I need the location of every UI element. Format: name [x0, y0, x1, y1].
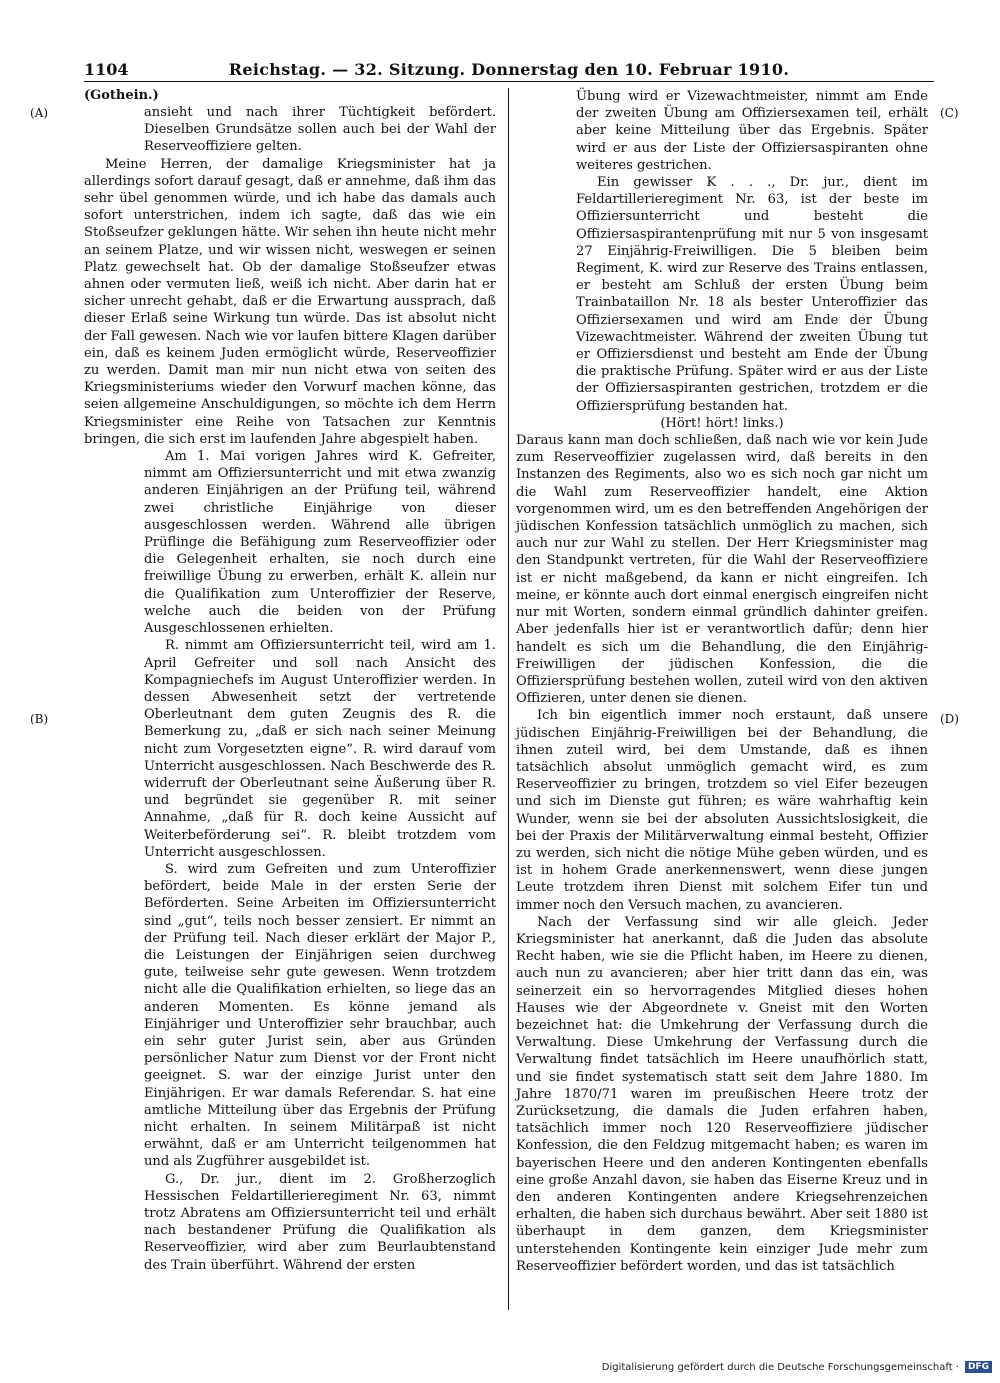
paragraph: R. nimmt am Offiziersunterricht teil, wird am 1. April Gefreiter und soll nach Ansicht des Kompagniechefs im August Unteroffizier werden. In dessen Abwesenheit setzt der vertretende Oberleutnant dem guten Zeugnis des R. die Bemerkung zu, „daß er sich nach seiner Meinung nicht zum Vorgesetzten eigne“. R. wird darauf vom Unterricht ausgeschlossen. Nach Beschwerde des R. widerruft der Oberleutnant seine Äußerung über R. und begründet sie gegenüber R. mit seiner Annahme, „daß für R. doch keine Aussicht auf Weiterbeförderung sei“. R. bleibt trotzdem vom Unterricht ausgeschlossen. [144, 638, 496, 860]
margin-mark-c: (C) [940, 106, 959, 120]
paragraph: Übung wird er Vizewachtmeister, nimmt am Ende der zweiten Übung am Offiziersexamen teil, erhält aber keine Mitteilung über das Ergebnis. Später wird er aus der Liste der Offiziersaspiranten ohne weiteres gestrichen. [576, 89, 928, 173]
header-rule [84, 81, 934, 82]
paragraph: Nach der Verfassung sind wir alle gleich. Jeder Kriegsminister hat anerkannt, daß die Juden das absolute Recht haben, wie sie die Pflicht haben, im Heere zu dienen, auch nun zu avancieren; aber hier tritt dann das ein, was seinerzeit ein so hervorragendes Mitglied dieses hohen Hauses wie der Abgeordnete v. Gneist mit den Worten bezeichnet hat: die Umkehrung der Verfassung durch die Verwaltung. Diese Umkehrung der Verfassung durch die Verwaltung findet tatsächlich im Heere unaufhörlich statt, und sie findet systematisch statt seit dem Jahre 1880. Im Jahre 1870/71 waren im preußischen Heere trotz der Zurücksetzung, die damals die Juden erfahren haben, tatsächlich immer noch 120 Reserveoffiziere jüdischer Konfession, die den Feldzug mitgemacht haben; es waren im bayerischen Heere und den anderen Kontingenten ebenfalls eine große Anzahl davon, sie haben das Eiserne Kreuz und in den anderen Kontingenten andere Kriegsehrenzeichen erhalten, die haben sich durchaus bewährt. Aber seit 1880 ist überhaupt in dem ganzen, dem Kriegsminister unterstehenden Kontingente kein einziger Jude mehr zum Reserveoffizier befördert worden, und das ist tatsächlich [516, 914, 928, 1274]
paragraph: Am 1. Mai vorigen Jahres wird K. Gefreiter, nimmt am Offiziersunterricht und mit etwa zwanzig anderen Einjährigen an der Prüfung teil, während zwei christliche Einjährige von dieser ausgeschlossen werden. Während alle übrigen Prüflinge die Befähigung zum Reserveoffizier oder die Gelegenheit erhalten, sie noch durch eine freiwillige Übung zu erwerben, erhält K. allein nur die Qualifikation zum Unteroffizier der Reserve, welche auch die beiden von der Prüfung Ausgeschlossenen erhielten. [144, 449, 496, 637]
paragraph: S. wird zum Gefreiten und zum Unteroffizier befördert, beide Male in der ersten Serie der Beförderten. Seine Arbeiten im Offiziersunterricht sind „gut“, teils noch besser zensiert. Er nimmt an der Prüfung teil. Nach dieser erklärt der Major P., die Leistungen der Einjährigen seien durchweg gute, teilweise sehr gute gewesen. Wenn trotzdem nicht alle die Qualifikation erhielten, so liege das an anderen Momenten. Es könne jemand als Einjähriger und Unteroffizier sehr brauchbar, auch ein sehr guter Jurist sein, aber aus Gründen persönlicher Natur zum Dienst vor der Front nicht geeignet. S. war der einzige Jurist unter den Einjährigen. Er war damals Referendar. S. hat eine amtliche Mitteilung über das Ergebnis der Prüfung nicht erhalten. In seinem Militärpaß ist nicht erwähnt, daß er am Unterricht teilgenommen hat und als Zugführer ausgebildet ist. [144, 861, 496, 1170]
margin-mark-d: (D) [940, 712, 959, 726]
paragraph: Daraus kann man doch schließen, daß nach wie vor kein Jude zum Reserveoffizier zugelassen wird, daß bereits in den Instanzen des Regiments, also wo es sich noch gar nicht um die Wahl zum Reserveoffizier handelt, eine Aktion vorgenommen wird, um es den betreffenden Angehörigen der jüdischen Konfession tatsächlich unmöglich zu machen, sich auch nur zur Wahl zu stellen. Der Herr Kriegsminister mag den Standpunkt vertreten, für die Wahl der Reserveoffiziere ist er nicht maßgebend, da kann er nicht eingreifen. Ich meine, er könnte auch dort einmal energisch eingreifen nicht nur mit Worten, sondern einmal gründlich dahinter greifen. Aber jedenfalls hier ist er verantwortlich dafür; denn hier handelt es sich um die Behandlung, die den Einjährig-Freiwilligen der jüdischen Konfession, die die Offiziersprüfung bestehen wollen, zuteil wird von den aktiven Offizieren, unter denen sie dienen. [516, 433, 928, 707]
paragraph: ansieht und nach ihrer Tüchtigkeit befördert. Dieselben Grundsätze sollen auch bei der Wahl der Reserveoffiziere gelten. [144, 105, 496, 155]
paragraph: Ein gewisser K . . ., Dr. jur., dient im Feldartillerieregiment Nr. 63, ist der beste im Offiziersunterricht und besteht die Offiziersaspirantenprüfung mit nur 5 von insgesamt 27 Einjährig-Freiwilligen. Die 5 bleiben beim Regiment, K. wird zur Reserve des Trains entlassen, er besteht am Schluß der ersten Übung beim Trainbataillon Nr. 18 als bester Unteroffizier das Offiziersexamen und wird am Ende der Übung Vizewachtmeister. Während der zweiten Übung tut er Offiziersdienst und besteht am Ende der Übung die praktische Prüfung. Später wird er aus der Liste der Offiziersaspiranten gestrichen, trotzdem er die Offiziersprüfung bestanden hat. [576, 175, 928, 414]
page-header [84, 60, 934, 82]
margin-mark-b: (B) [30, 712, 49, 726]
page-title: Reichstag. — 32. Sitzung. Donnerstag den 10. Februar 1910. [228, 60, 790, 79]
page-number: 1104 [84, 60, 129, 79]
dfg-logo: DFG [965, 1361, 992, 1373]
paragraph: Meine Herren, der damalige Kriegsminister hat ja allerdings sofort darauf gesagt, daß er annehme, daß ihm das sehr übel genommen würde, und ich habe das damals auch sofort unterstrichen, indem ich sagte, daß das wie ein Stoßseufzer geklungen hätte. Wir sehen ihn heute nicht mehr an seinem Platze, und wir wissen nicht, weswegen er seinen Platz gewechselt hat. Ob der damalige Stoßseufzer etwas ahnen oder vermuten ließ, weiß ich nicht. Aber darin hat er sicher unrecht gehabt, daß er die Erwartung aussprach, daß dieser Erlaß seine Wirkung tun würde. Das ist absolut nicht der Fall gewesen. Nach wie vor laufen bittere Klagen darüber ein, daß es keinem Juden ermöglicht würde, Reserveoffizier zu werden. Damit man mir nun nicht etwa von seiten des Kriegsministeriums wieder den Vorwurf machen könne, das seien allgemeine Anschuldigungen, so möchte ich dem Herrn Kriegsminister eine Reihe von Tatsachen zur Kenntnis bringen, die sich erst im laufenden Jahre abgespielt haben. [84, 156, 497, 447]
left-column [84, 104, 496, 1274]
right-column [516, 88, 928, 1275]
margin-mark-a: (A) [30, 106, 49, 120]
interjection: (Hört! hört! links.) [660, 415, 784, 431]
paragraph: Ich bin eigentlich immer noch erstaunt, daß unsere jüdischen Einjährig-Freiwilligen bei der Behandlung, die ihnen zuteil wird, bei dem Umstande, daß es ihnen tatsächlich absolut unmöglich gemacht wird, es zum Reserveoffizier zu bringen, trotzdem so viel Eifer bezeugen und sich im Dienste gut führen; es wäre wahrhaftig kein Wunder, wenn sie bei der absoluten Aussichtslosigkeit, die bei der Praxis der Militärverwaltung einmal besteht, Offizier zu werden, sich nicht die nötige Mühe geben würden, und es ist in hohem Grade anerkennenswert, wenn diese jungen Leute trotzdem ihren Dienst mit solchem Eifer tun und immer noch den Versuch machen, zu avancieren. [516, 708, 928, 913]
paragraph: G., Dr. jur., dient im 2. Großherzoglich Hessischen Feldartillerieregiment Nr. 63, nimmt trotz Abratens am Offiziersunterricht teil und erhält nach bestandener Prüfung die Qualifikation als Reserveoffizier, wird aber zum Beurlaubtenstand des Train überführt. Während der ersten [144, 1171, 496, 1273]
speaker-label: (Gothein.) [84, 88, 159, 103]
footer-text: Digitalisierung gefördert durch die Deutsche Forschungsgemeinschaft · [601, 1361, 959, 1373]
column-divider [508, 88, 509, 1310]
digitization-footer [602, 1361, 992, 1373]
